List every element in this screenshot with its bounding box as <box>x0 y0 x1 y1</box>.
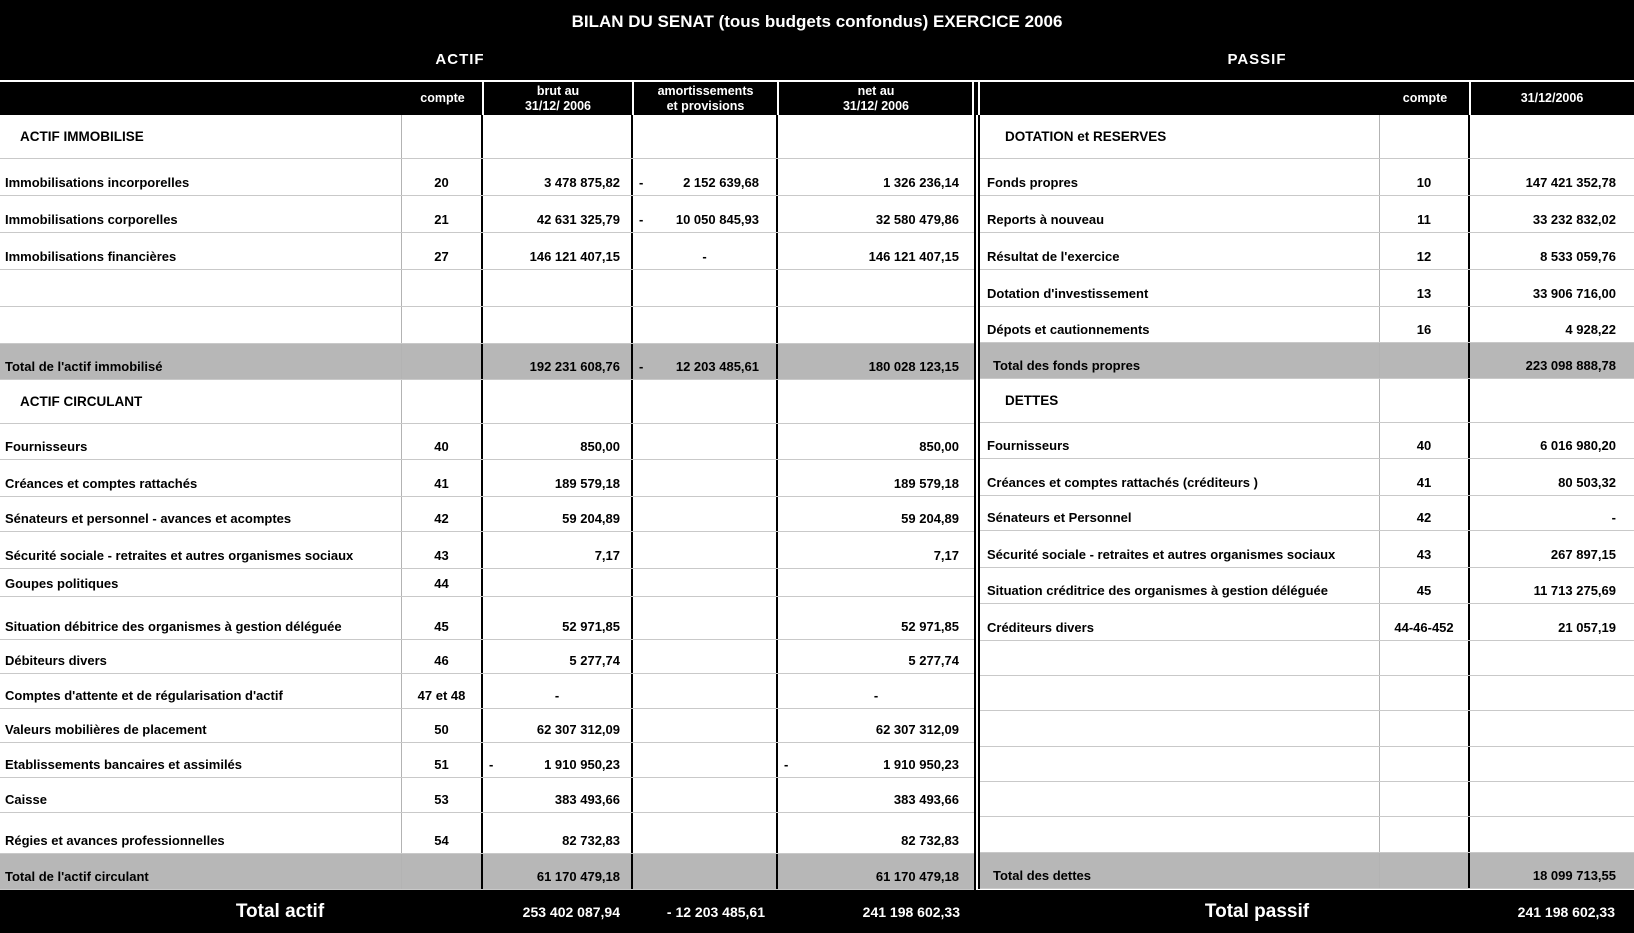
table-row <box>980 604 1634 641</box>
table-row <box>0 778 974 813</box>
amort-cell <box>633 270 778 306</box>
table-row <box>980 423 1634 459</box>
empty-row <box>980 747 1634 782</box>
net-cell: 32 580 479,86 <box>875 212 959 227</box>
center-divider <box>972 82 974 115</box>
net-cell: 850,00 <box>919 439 959 454</box>
compte-cell: 44 <box>402 569 483 596</box>
amort-cell <box>633 743 778 777</box>
row-label: Sénateurs et personnel - avances et acomptes <box>0 497 402 531</box>
amort-cell <box>633 674 778 708</box>
table-row <box>980 568 1634 604</box>
compte-cell <box>1380 711 1470 746</box>
amort-cell <box>633 307 778 343</box>
net-cell: 61 170 479,18 <box>778 854 974 889</box>
total-actif-net: 241 198 602,33 <box>862 903 960 920</box>
net-cell: 82 732,83 <box>901 833 959 848</box>
net-cell <box>778 569 974 596</box>
total-passif-value: 241 198 602,33 <box>1517 903 1615 920</box>
row-label: Valeurs mobilières de placement <box>0 709 402 742</box>
header-compte-passif: compte <box>1402 91 1448 105</box>
brut-value: 1 910 950,23 <box>544 757 620 772</box>
value-cell: 21 057,19 <box>1558 620 1616 635</box>
compte-cell <box>402 115 483 158</box>
empty-row <box>980 711 1634 747</box>
net-cell: 52 971,85 <box>901 619 959 634</box>
row-label: Dépots et cautionnements <box>980 307 1380 342</box>
table-row <box>980 159 1634 196</box>
compte-cell <box>1380 853 1470 888</box>
compte-cell: 53 <box>402 778 483 812</box>
minus-sign: - <box>639 359 644 374</box>
row-label <box>980 782 1380 816</box>
compte-cell <box>1380 747 1470 781</box>
row-label: Immobilisations financières <box>0 233 402 269</box>
table-row <box>980 270 1634 307</box>
empty-row <box>0 307 974 344</box>
net-cell: 383 493,66 <box>893 792 959 807</box>
brut-cell: 3 478 875,82 <box>483 159 633 195</box>
row-label: Sénateurs et Personnel <box>980 496 1380 530</box>
table-row <box>0 532 974 569</box>
amort-cell <box>633 344 778 379</box>
amort-cell <box>633 569 778 596</box>
total-row <box>980 853 1634 889</box>
compte-cell: 42 <box>402 497 483 531</box>
table-row <box>0 497 974 532</box>
header-divider <box>1469 82 1471 115</box>
table-row <box>0 674 974 709</box>
header-divider <box>632 82 634 115</box>
compte-cell: 47 et 48 <box>402 674 483 708</box>
value-cell: 6 016 980,20 <box>1540 438 1616 453</box>
net-cell: 59 204,89 <box>901 511 959 526</box>
compte-cell <box>1380 379 1470 422</box>
compte-cell: 51 <box>402 743 483 777</box>
table-row <box>980 459 1634 496</box>
compte-cell <box>1380 343 1470 378</box>
row-label: Comptes d'attente et de régularisation d'actif <box>0 674 402 708</box>
table-row <box>980 496 1634 531</box>
table-row <box>980 531 1634 568</box>
row-label <box>980 641 1380 675</box>
compte-cell <box>1380 115 1470 158</box>
total-passif-label: Total passif <box>1204 900 1310 922</box>
section-label: DOTATION et RESERVES <box>980 115 1380 158</box>
amort-cell <box>633 813 778 853</box>
value-cell <box>1470 641 1634 675</box>
amort-cell <box>633 640 778 673</box>
value-cell <box>1470 747 1634 781</box>
value-cell: 33 232 832,02 <box>1532 212 1616 227</box>
table-row <box>980 233 1634 270</box>
brut-cell <box>483 380 633 423</box>
value-cell <box>1470 711 1634 746</box>
compte-cell: 54 <box>402 813 483 853</box>
compte-cell: 21 <box>402 196 483 232</box>
table-row <box>0 424 974 460</box>
section-row <box>0 115 974 159</box>
amort-cell <box>633 597 778 639</box>
row-label: Goupes politiques <box>0 569 402 596</box>
amort-cell <box>633 196 778 232</box>
section-row <box>980 115 1634 159</box>
brut-cell: 192 231 608,76 <box>483 344 633 379</box>
compte-cell: 10 <box>1380 159 1470 195</box>
value-cell: 4 928,22 <box>1565 322 1616 337</box>
empty-row <box>980 676 1634 711</box>
compte-cell <box>1380 782 1470 816</box>
value-cell: 8 533 059,76 <box>1540 249 1616 264</box>
value-cell: 18 099 713,55 <box>1470 853 1634 888</box>
empty-row <box>0 270 974 307</box>
brut-cell: - <box>483 674 633 708</box>
row-label <box>980 676 1380 710</box>
amort-value: 2 152 639,68 <box>683 175 759 190</box>
total-label: Total de l'actif circulant <box>0 854 402 889</box>
compte-cell: 42 <box>1380 496 1470 530</box>
total-actif-brut: 253 402 087,94 <box>522 903 620 920</box>
row-label: Sécurité sociale - retraites et autres organismes sociaux <box>980 531 1380 567</box>
brut-cell <box>483 115 633 158</box>
amort-value: 12 203 485,61 <box>675 359 759 374</box>
brut-cell: 42 631 325,79 <box>483 196 633 232</box>
compte-cell <box>402 344 483 379</box>
brut-cell: 850,00 <box>483 424 633 459</box>
header-date-passif: 31/12/2006 <box>1520 91 1584 105</box>
value-cell: 147 421 352,78 <box>1525 175 1616 190</box>
row-label: Immobilisations corporelles <box>0 196 402 232</box>
row-label: Résultat de l'exercice <box>980 233 1380 269</box>
compte-cell: 16 <box>1380 307 1470 342</box>
total-row <box>980 343 1634 379</box>
compte-cell <box>1380 817 1470 852</box>
header-divider <box>777 82 779 115</box>
row-label: Caisse <box>0 778 402 812</box>
compte-cell <box>402 854 483 889</box>
amort-cell <box>633 532 778 568</box>
empty-row <box>980 817 1634 853</box>
row-label: Sécurité sociale - retraites et autres organismes sociaux <box>0 532 402 568</box>
amort-cell: - <box>633 233 778 269</box>
table-row <box>0 196 974 233</box>
value-cell: 223 098 888,78 <box>1470 343 1634 378</box>
table-row <box>0 743 974 778</box>
compte-cell: 41 <box>402 460 483 496</box>
net-cell: 189 579,18 <box>893 476 959 491</box>
compte-cell: 27 <box>402 233 483 269</box>
value-cell: 33 906 716,00 <box>1532 286 1616 301</box>
section-label: DETTES <box>980 379 1380 422</box>
compte-cell <box>402 307 483 343</box>
amort-cell <box>633 460 778 496</box>
compte-cell <box>1380 676 1470 710</box>
brut-cell: 62 307 312,09 <box>483 709 633 742</box>
brut-cell: 59 204,89 <box>483 497 633 531</box>
compte-cell: 11 <box>1380 196 1470 232</box>
table-row <box>980 196 1634 233</box>
minus-sign: - <box>784 757 789 772</box>
amort-cell <box>633 424 778 459</box>
net-value: 1 910 950,23 <box>883 757 959 772</box>
table-row <box>0 597 974 640</box>
amort-cell <box>633 159 778 195</box>
brut-cell <box>483 270 633 306</box>
row-label: Créances et comptes rattachés (créditeurs ) <box>980 459 1380 495</box>
net-cell: - <box>873 688 879 703</box>
section-label: ACTIF IMMOBILISE <box>0 115 402 158</box>
row-label <box>980 747 1380 781</box>
row-label <box>0 307 402 343</box>
brut-cell <box>483 569 633 596</box>
compte-cell: 43 <box>1380 531 1470 567</box>
minus-sign: - <box>639 212 644 227</box>
net-cell: 146 121 407,15 <box>868 249 959 264</box>
passif-table <box>978 115 1634 889</box>
compte-cell <box>402 270 483 306</box>
value-cell: 80 503,32 <box>1558 475 1616 490</box>
brut-cell: 82 732,83 <box>483 813 633 853</box>
total-label: Total de l'actif immobilisé <box>0 344 402 379</box>
net-cell: 5 277,74 <box>908 653 959 668</box>
value-cell <box>1470 817 1634 852</box>
brut-cell: 52 971,85 <box>483 597 633 639</box>
total-row <box>0 344 974 380</box>
brut-cell: 383 493,66 <box>483 778 633 812</box>
center-divider <box>978 82 980 115</box>
minus-sign: - <box>639 175 644 190</box>
net-cell: 180 028 123,15 <box>778 344 974 379</box>
table-row <box>0 233 974 270</box>
minus-sign: - <box>489 757 494 772</box>
passif-heading: PASSIF <box>1227 51 1287 68</box>
row-label: Etablissements bancaires et assimilés <box>0 743 402 777</box>
total-label: Total des dettes <box>980 853 1380 888</box>
row-label: Dotation d'investissement <box>980 270 1380 306</box>
compte-cell: 40 <box>402 424 483 459</box>
net-cell <box>778 743 974 777</box>
compte-cell: 41 <box>1380 459 1470 495</box>
compte-cell: 13 <box>1380 270 1470 306</box>
row-label: Fonds propres <box>980 159 1380 195</box>
compte-cell: 45 <box>1380 568 1470 603</box>
row-label <box>980 817 1380 852</box>
amort-cell <box>633 497 778 531</box>
row-label: Créances et comptes rattachés <box>0 460 402 496</box>
net-cell: 62 307 312,09 <box>875 722 959 737</box>
brut-cell: 7,17 <box>483 532 633 568</box>
compte-cell <box>1380 641 1470 675</box>
amort-cell <box>633 709 778 742</box>
compte-cell: 50 <box>402 709 483 742</box>
top-banner <box>0 0 1634 80</box>
row-label <box>980 711 1380 746</box>
value-cell <box>1470 115 1634 158</box>
net-cell <box>778 380 974 423</box>
header-compte-actif: compte <box>420 91 465 105</box>
row-label: Fournisseurs <box>0 424 402 459</box>
table-row <box>0 640 974 674</box>
grand-total-band <box>0 890 1634 933</box>
table-row <box>0 813 974 854</box>
table-row <box>0 159 974 196</box>
compte-cell: 43 <box>402 532 483 568</box>
brut-cell: 61 170 479,18 <box>483 854 633 889</box>
compte-cell: 40 <box>1380 423 1470 458</box>
total-actif-amortissements: - 12 203 485,61 <box>666 903 765 920</box>
compte-cell: 46 <box>402 640 483 673</box>
amort-cell <box>633 380 778 423</box>
empty-row <box>980 782 1634 817</box>
row-label: Reports à nouveau <box>980 196 1380 232</box>
section-label: ACTIF CIRCULANT <box>0 380 402 423</box>
total-row <box>0 854 974 890</box>
actif-table <box>0 115 976 890</box>
table-row <box>0 569 974 597</box>
table-row <box>0 709 974 743</box>
section-row <box>980 379 1634 423</box>
brut-cell: 5 277,74 <box>483 640 633 673</box>
value-cell <box>1470 782 1634 816</box>
header-net: net au 31/12/ 2006 <box>842 83 910 113</box>
page-title: BILAN DU SENAT (tous budgets confondus) EXERCICE 2006 <box>571 12 1063 31</box>
net-cell: 7,17 <box>933 548 959 563</box>
table-row <box>0 460 974 497</box>
value-cell <box>1470 379 1634 422</box>
row-label: Débiteurs divers <box>0 640 402 673</box>
header-divider <box>482 82 484 115</box>
total-actif-label: Total actif <box>235 900 325 922</box>
value-cell: 11 713 275,69 <box>1533 583 1616 598</box>
value-cell <box>1470 676 1634 710</box>
compte-cell: 45 <box>402 597 483 639</box>
net-cell <box>778 307 974 343</box>
table-row <box>980 307 1634 343</box>
row-label: Régies et avances professionnelles <box>0 813 402 853</box>
column-header-band <box>0 80 1634 115</box>
header-amortissements: amortissements et provisions <box>657 83 754 113</box>
net-cell <box>778 115 974 158</box>
row-label: Créditeurs divers <box>980 604 1380 640</box>
total-label: Total des fonds propres <box>980 343 1380 378</box>
actif-heading: ACTIF <box>435 51 485 68</box>
brut-cell: 189 579,18 <box>483 460 633 496</box>
row-label: Situation débitrice des organismes à gestion déléguée <box>0 597 402 639</box>
amort-value: 10 050 845,93 <box>675 212 759 227</box>
row-label: Fournisseurs <box>980 423 1380 458</box>
brut-cell: 146 121 407,15 <box>483 233 633 269</box>
compte-cell: 12 <box>1380 233 1470 269</box>
amort-cell <box>633 778 778 812</box>
compte-cell <box>402 380 483 423</box>
compte-cell: 44-46-452 <box>1380 604 1470 640</box>
brut-cell <box>483 307 633 343</box>
net-cell: 1 326 236,14 <box>883 175 959 190</box>
section-row <box>0 380 974 424</box>
row-label: Situation créditrice des organismes à gestion déléguée <box>980 568 1380 603</box>
empty-row <box>980 641 1634 676</box>
value-cell: - <box>1611 510 1616 525</box>
row-label <box>0 270 402 306</box>
row-label: Immobilisations incorporelles <box>0 159 402 195</box>
compte-cell: 20 <box>402 159 483 195</box>
amort-cell <box>633 854 778 889</box>
net-cell <box>778 270 974 306</box>
value-cell: 267 897,15 <box>1550 547 1616 562</box>
header-brut: brut au 31/12/ 2006 <box>524 83 592 113</box>
brut-cell <box>483 743 633 777</box>
amort-cell <box>633 115 778 158</box>
